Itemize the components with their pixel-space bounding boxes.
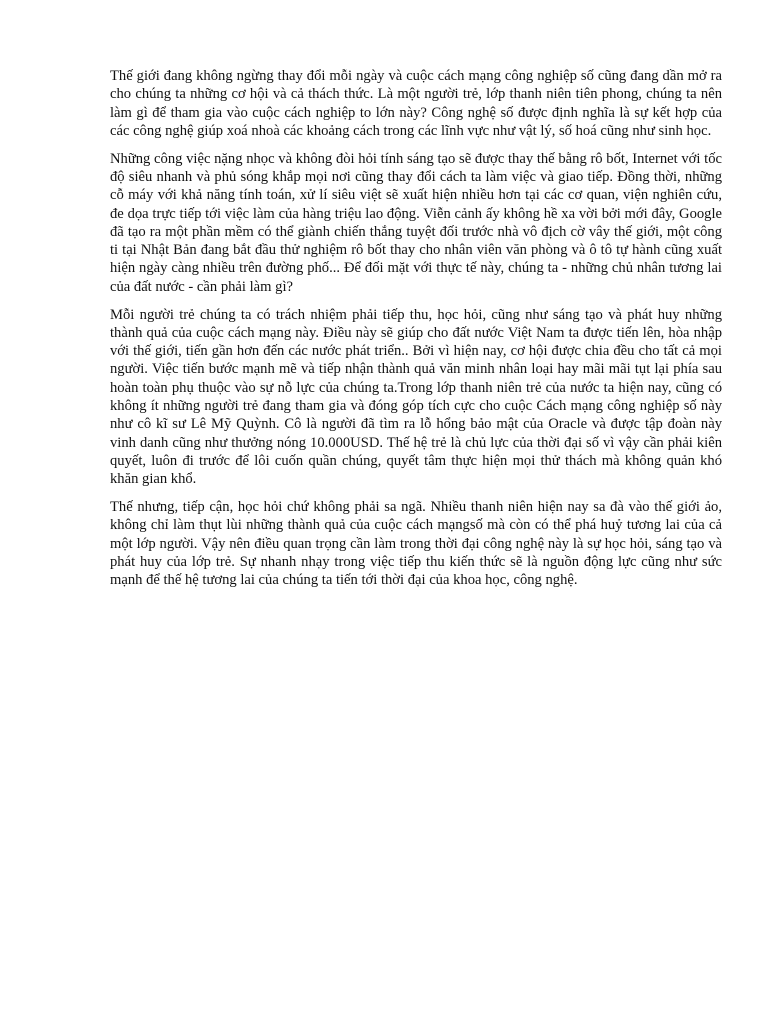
paragraph-4: Thế nhưng, tiếp cận, học hỏi chứ không phải sa ngã. Nhiều thanh niên hiện nay sa đà vào thế giới ảo, không chỉ làm thụt lùi những thành quả của cuộc cách mạngsố mà còn có thể phá huỷ tương lai của cả một lớp người. Vậy nên điều quan trọng cần làm trong thời đại công nghệ này là sự học hỏi, sáng tạo và phát huy của lớp trẻ. Sự nhanh nhạy trong việc tiếp thu kiến thức sẽ là nguồn động lực cũng như sức mạnh để thế hệ tương lai của chúng ta tiến tới thời đại của khoa học, công nghệ. (110, 499, 722, 589)
document-page (110, 67, 722, 599)
paragraph-3: Mỗi người trẻ chúng ta có trách nhiệm phải tiếp thu, học hỏi, cũng như sáng tạo và phát huy những thành quả của cuộc cách mạng này. Điều này sẽ giúp cho đất nước Việt Nam ta được tiến lên, hòa nhập với thế giới, tiến gần hơn đến các nước phát triển.. Bởi vì hiện nay, cơ hội được chia đều cho tất cả mọi người. Việc tiến bước mạnh mẽ và tiếp nhận thành quả văn minh nhân loại hay mãi mãi tụt lại phía sau hoàn toàn phụ thuộc vào sự nỗ lực của chúng ta.Trong lớp thanh niên trẻ của nước ta hiện nay, cũng có không ít những người trẻ đang tham gia và đóng góp tích cực cho cuộc Cách mạng công nghiệp số này như cô kĩ sư Lê Mỹ Quỳnh. Cô là người đã tìm ra lỗ hổng bảo mật của Oracle và được tập đoàn này vinh danh cũng như thưởng nóng 10.000USD. Thế hệ trẻ là chủ lực của thời đại số vì vậy cần phải kiên quyết, luôn đi trước để lôi cuốn quần chúng, quyết tâm thực hiện mọi thử thách mà không quản khó khăn gian khổ. (110, 306, 722, 488)
paragraph-1: Thế giới đang không ngừng thay đổi mỗi ngày và cuộc cách mạng công nghiệp số cũng đang dần mở ra cho chúng ta những cơ hội và cả thách thức. Là một người trẻ, lớp thanh niên tiên phong, chúng ta nên làm gì để tham gia vào cuộc cách nghiệp to lớn này? Công nghệ số được định nghĩa là sự kết hợp của các công nghệ giúp xoá nhoà các khoảng cách trong các lĩnh vực như vật lý, số hoá cũng như sinh học. (110, 68, 722, 139)
paragraph-2: Những công việc nặng nhọc và không đòi hỏi tính sáng tạo sẽ được thay thế bằng rô bốt, Internet với tốc độ siêu nhanh và phủ sóng khắp mọi nơi cũng thay đổi cách ta làm việc và giao tiếp. Đồng thời, những cỗ máy với khả năng tính toán, xử lí siêu việt sẽ xuất hiện nhiều hơn tại các cơ quan, viện nghiên cứu, đe dọa trực tiếp tới việc làm của hàng triệu lao động. Viễn cảnh ấy không hề xa vời bởi mới đây, Google đã tạo ra một phần mềm có thể giành chiến thắng tuyệt đối trước nhà vô địch cờ vây thế giới, một công ti tại Nhật Bản đang bắt đầu thử nghiệm rô bốt thay cho nhân viên văn phòng và ô tô tự hành cũng xuất hiện ngày càng nhiều trên đường phố... Để đối mặt với thực tế này, chúng ta - những chủ nhân tương lai của đất nước - cần phải làm gì? (110, 150, 722, 295)
